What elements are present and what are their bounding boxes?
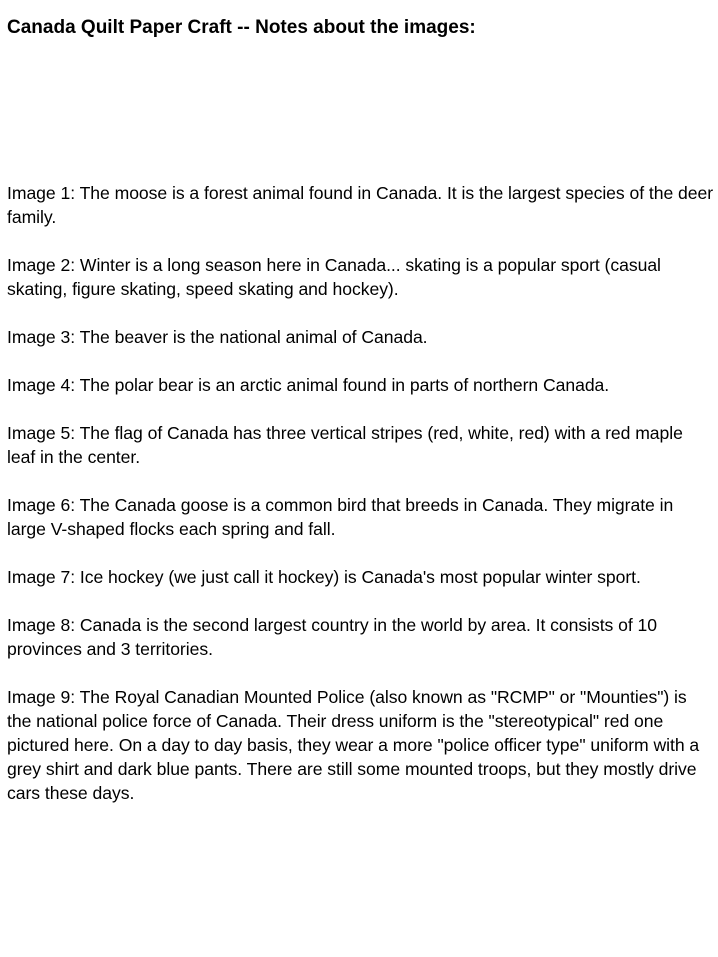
note-image-3: Image 3: The beaver is the national animal of Canada. — [7, 327, 428, 347]
note-image-9: Image 9: The Royal Canadian Mounted Police (also known as "RCMP" or "Mounties") is the national police force of Canada. Their dress uniform is the "stereotypical" red one pictured here. On a day to day basis, they wear a more "police officer type" uniform with a grey shirt and dark blue pants. There are still some mounted troops, but they mostly drive cars these days. — [7, 687, 700, 803]
note-image-1: Image 1: The moose is a forest animal found in Canada. It is the largest species of the deer family. — [7, 183, 714, 227]
note-image-6: Image 6: The Canada goose is a common bird that breeds in Canada. They migrate in large V-shaped flocks each spring and fall. — [7, 495, 674, 539]
note-image-7: Image 7: Ice hockey (we just call it hockey) is Canada's most popular winter sport. — [7, 567, 641, 587]
note-image-5: Image 5: The flag of Canada has three vertical stripes (red, white, red) with a red maple leaf in the center. — [7, 423, 683, 467]
page-title: Canada Quilt Paper Craft -- Notes about the images: — [7, 17, 476, 38]
notes-list — [7, 181, 715, 829]
note-image-2: Image 2: Winter is a long season here in Canada... skating is a popular sport (casual skating, figure skating, speed skating and hockey). — [7, 255, 661, 299]
note-image-8: Image 8: Canada is the second largest country in the world by area. It consists of 10 provinces and 3 territories. — [7, 615, 658, 659]
document-page — [7, 15, 715, 803]
note-image-4: Image 4: The polar bear is an arctic animal found in parts of northern Canada. — [7, 375, 610, 395]
